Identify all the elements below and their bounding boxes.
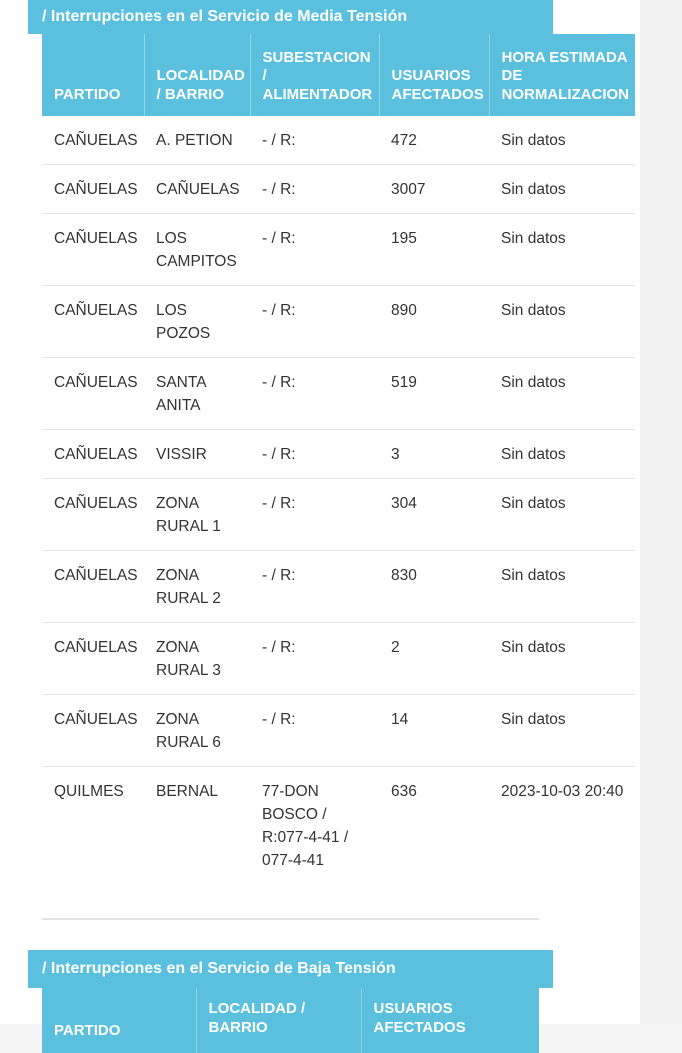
cell-usuarios: 472 <box>379 116 489 165</box>
section-title-baja-tension <box>28 950 553 988</box>
table-row <box>42 479 635 551</box>
cell-usuarios: 195 <box>379 214 489 286</box>
cell-localidad: SANTA ANITA <box>144 358 250 430</box>
cell-localidad: LOS POZOS <box>144 286 250 358</box>
cell-partido: CAÑUELAS <box>42 116 144 165</box>
cell-usuarios: 3007 <box>379 165 489 214</box>
cell-localidad: BERNAL <box>156 783 219 800</box>
header-subestacion: SUBESTACION / ALIMENTADOR <box>250 34 379 116</box>
table-header-row <box>42 988 539 1053</box>
cell-subestacion: - / R: <box>250 430 379 479</box>
cell-partido: QUILMES <box>54 783 124 800</box>
cell-hora: 2023-10-03 20:40 <box>501 783 624 800</box>
cell-hora: Sin datos <box>489 551 635 623</box>
cell-usuarios: 519 <box>379 358 489 430</box>
table-row <box>42 214 635 286</box>
cell-partido: CAÑUELAS <box>42 214 144 286</box>
cell-usuarios: 304 <box>379 479 489 551</box>
cell-hora: Sin datos <box>489 286 635 358</box>
cell-subestacion: - / R: <box>250 214 379 286</box>
baja-tension-table <box>42 988 539 1053</box>
cell-usuarios: 636 <box>391 783 417 800</box>
cell-subestacion: - / R: <box>250 358 379 430</box>
cell-usuarios: 14 <box>379 695 489 767</box>
table-header-row <box>42 34 635 116</box>
cell-localidad: A. PETION <box>144 116 250 165</box>
cell-hora: Sin datos <box>489 116 635 165</box>
section-title-text: / Interrupciones en el Servicio de Media Tensión <box>42 8 408 25</box>
table-row <box>42 695 635 767</box>
cell-hora: Sin datos <box>489 623 635 695</box>
page-gutter <box>640 0 682 1024</box>
cell-hora: Sin datos <box>489 358 635 430</box>
table-row <box>42 430 635 479</box>
header-partido: PARTIDO <box>42 34 144 116</box>
cell-partido: CAÑUELAS <box>42 165 144 214</box>
cell-partido: CAÑUELAS <box>42 430 144 479</box>
cell-localidad: ZONA RURAL 6 <box>144 695 250 767</box>
header-usuarios: USUARIOS AFECTADOS <box>361 988 539 1053</box>
header-hora: HORA ESTIMADA DE NORMALIZACION <box>489 34 635 116</box>
header-localidad: LOCALIDAD / BARRIO <box>144 34 250 116</box>
header-partido: PARTIDO <box>42 988 196 1053</box>
header-usuarios: USUARIOS AFECTADOS <box>379 34 489 116</box>
cell-subestacion: - / R: <box>250 116 379 165</box>
cell-usuarios: 3 <box>379 430 489 479</box>
cell-subestacion: - / R: <box>250 551 379 623</box>
cell-hora: Sin datos <box>489 430 635 479</box>
cell-usuarios: 2 <box>379 623 489 695</box>
table-row <box>42 116 635 165</box>
cell-hora: Sin datos <box>489 165 635 214</box>
table-row <box>42 286 635 358</box>
cell-partido: CAÑUELAS <box>42 358 144 430</box>
section-divider <box>42 918 539 920</box>
table-row <box>42 551 635 623</box>
cell-subestacion: - / R: <box>250 165 379 214</box>
cell-partido: CAÑUELAS <box>42 695 144 767</box>
cell-subestacion: - / R: <box>250 286 379 358</box>
section-title-media-tension <box>28 0 553 34</box>
cell-hora: Sin datos <box>489 479 635 551</box>
table-row <box>42 165 635 214</box>
cell-subestacion: - / R: <box>250 479 379 551</box>
cell-hora: Sin datos <box>489 214 635 286</box>
cell-usuarios: 830 <box>379 551 489 623</box>
cell-hora: Sin datos <box>489 695 635 767</box>
section-title-text: / Interrupciones en el Servicio de Baja Tensión <box>42 960 396 977</box>
cell-localidad: ZONA RURAL 2 <box>144 551 250 623</box>
cell-subestacion: 77-DON BOSCO / R:077-4-41 / 077-4-41 <box>262 783 349 869</box>
table-row <box>42 623 635 695</box>
cell-partido: CAÑUELAS <box>42 551 144 623</box>
table-row <box>42 767 635 927</box>
cell-subestacion: - / R: <box>250 695 379 767</box>
cell-localidad: CAÑUELAS <box>144 165 250 214</box>
cell-localidad: ZONA RURAL 3 <box>144 623 250 695</box>
cell-subestacion: - / R: <box>250 623 379 695</box>
cell-localidad: ZONA RURAL 1 <box>144 479 250 551</box>
cell-partido: CAÑUELAS <box>42 623 144 695</box>
cell-localidad: LOS CAMPITOS <box>144 214 250 286</box>
media-tension-table <box>42 34 635 926</box>
table-row <box>42 358 635 430</box>
cell-partido: CAÑUELAS <box>42 286 144 358</box>
cell-usuarios: 890 <box>379 286 489 358</box>
cell-partido: CAÑUELAS <box>42 479 144 551</box>
header-localidad: LOCALIDAD / BARRIO <box>196 988 361 1053</box>
cell-localidad: VISSIR <box>144 430 250 479</box>
